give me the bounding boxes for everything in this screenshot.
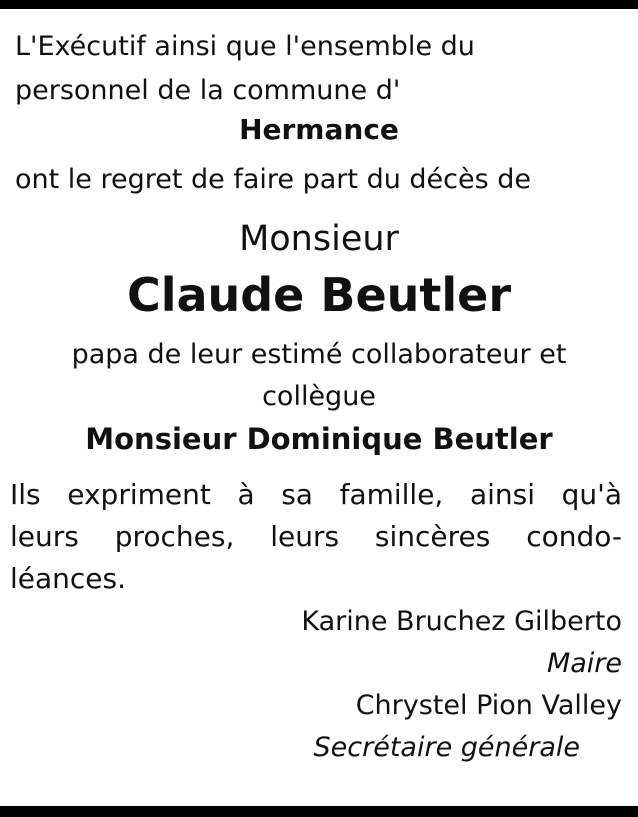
- signatory-1-role: Maire: [546, 648, 622, 679]
- signatory-1-name: Karine Bruchez Gilberto: [301, 606, 622, 637]
- intro-line-3: ont le regret de faire part du décès de: [15, 164, 532, 195]
- condolences-line-1: Ils expriment à sa famille, ainsi qu'à: [10, 478, 622, 511]
- colleague-name: Monsieur Dominique Beutler: [85, 422, 553, 456]
- bottom-border: [0, 806, 638, 817]
- relation-line-2: collègue: [262, 381, 376, 412]
- intro-line-2: personnel de la commune d': [15, 75, 401, 106]
- condolences-line-2: leurs proches, leurs sincères condo-: [10, 520, 622, 553]
- signatory-2-role: Secrétaire générale: [313, 732, 580, 763]
- signatory-2-name: Chrystel Pion Valley: [355, 690, 622, 721]
- commune-name: Hermance: [239, 113, 399, 146]
- deceased-name: Claude Beutler: [126, 268, 512, 322]
- intro-line-1: L'Exécutif ainsi que l'ensemble du: [15, 31, 475, 62]
- relation-line-1: papa de leur estimé collaborateur et: [71, 339, 567, 370]
- condolences-line-3: léances.: [10, 562, 127, 595]
- deceased-title: Monsieur: [239, 219, 399, 259]
- top-border: [0, 0, 638, 9]
- condolences-paragraph: [10, 474, 622, 600]
